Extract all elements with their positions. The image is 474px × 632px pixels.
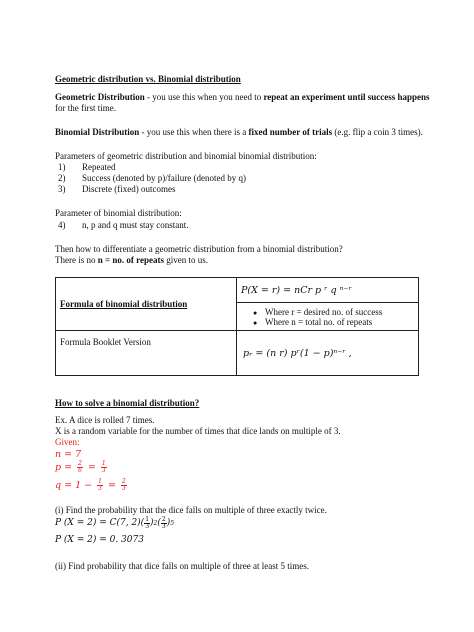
- part-i-question: (i) Find the probability that the dice falls on multiple of three exactly twice.: [55, 505, 327, 515]
- geometric-def-bold: repeat an experiment until success happens: [263, 92, 430, 102]
- formula-cell: [237, 278, 419, 303]
- list-item: 4) n, p and q must stay constant.: [58, 220, 189, 230]
- n-value: n = 7: [55, 449, 82, 460]
- binomial-def-bold: fixed number of trials: [248, 127, 333, 137]
- p-value: p = $\frac{2}{6}$ = $\frac{1}{3}$: [55, 460, 106, 474]
- booklet-formula-cell: [237, 331, 419, 376]
- list-item: ● Where n = total no. of repeats: [253, 316, 373, 327]
- list-item: ● Where r = desired no. of success: [253, 306, 383, 317]
- solve-heading: How to solve a binomial distribution?: [55, 398, 200, 408]
- booklet-formula: pᵣ = (n r) pʳ(1 − p)ⁿ⁻ʳ ,: [243, 347, 352, 359]
- x-definition: X is a random variable for the number of times that dice lands on multiple of 3.: [55, 426, 341, 436]
- binomial-formula: P(X = r) = nCr p ʳ q ⁿ⁻ʳ: [241, 284, 352, 296]
- binomial-label: Binomial Distribution: [55, 127, 140, 137]
- geometric-def-end: for the first time.: [55, 103, 116, 113]
- part-i-answer: P (X = 2) = 0. 3073: [55, 535, 144, 545]
- q-value: q = 1 − $\frac{1}{3}$ = $\frac{2}{3}$: [55, 478, 126, 492]
- part-i-equation: P (X = 2) = C(7, 2)( $\frac{1}{3}$ ) 2 ( $\frac{2}{3}$ ) 5: [55, 516, 175, 530]
- geometric-def-mid: - you use this when you need to: [144, 92, 264, 102]
- formula-table: [55, 277, 419, 376]
- binomial-param-heading: Parameter of binomial distribution:: [55, 208, 182, 218]
- params-list: [58, 162, 246, 195]
- booklet-label-cell: [56, 331, 237, 376]
- differentiate-question: Then how to differentiate a geometric distribution from a binomial distribution?: [55, 244, 343, 254]
- binomial-definition: [55, 127, 423, 138]
- doc-title: Geometric distribution vs. Binomial distribution: [55, 74, 241, 84]
- part-ii-question: (ii) Find probability that dice falls on multiple of three at least 5 times.: [55, 561, 309, 571]
- list-item: 2) Success (denoted by p)/failure (denoted by q): [58, 173, 246, 183]
- formula-header-cell: [56, 278, 237, 331]
- list-item: 3) Discrete (fixed) outcomes: [58, 184, 176, 194]
- formula-header-label: Formula of binomial distribution: [60, 299, 188, 309]
- booklet-label: Formula Booklet Version: [60, 337, 151, 347]
- differentiate-answer: There is no n = no. of repeats given to us.: [55, 255, 208, 265]
- binomial-param-list: [58, 220, 189, 231]
- binomial-def-end: (e.g. flip a coin 3 times).: [332, 127, 423, 137]
- example-text: Ex. A dice is rolled 7 times.: [55, 415, 155, 425]
- params-heading: Parameters of geometric distribution and binomial binomial distribution:: [55, 151, 317, 161]
- geometric-label: Geometric Distribution: [55, 92, 145, 102]
- list-item: 1) Repeated: [58, 162, 116, 172]
- binomial-def-mid: - you use this when there is a: [139, 127, 249, 137]
- given-label: Given:: [55, 437, 80, 447]
- formula-notes-cell: [237, 303, 419, 331]
- geometric-definition: [55, 92, 430, 103]
